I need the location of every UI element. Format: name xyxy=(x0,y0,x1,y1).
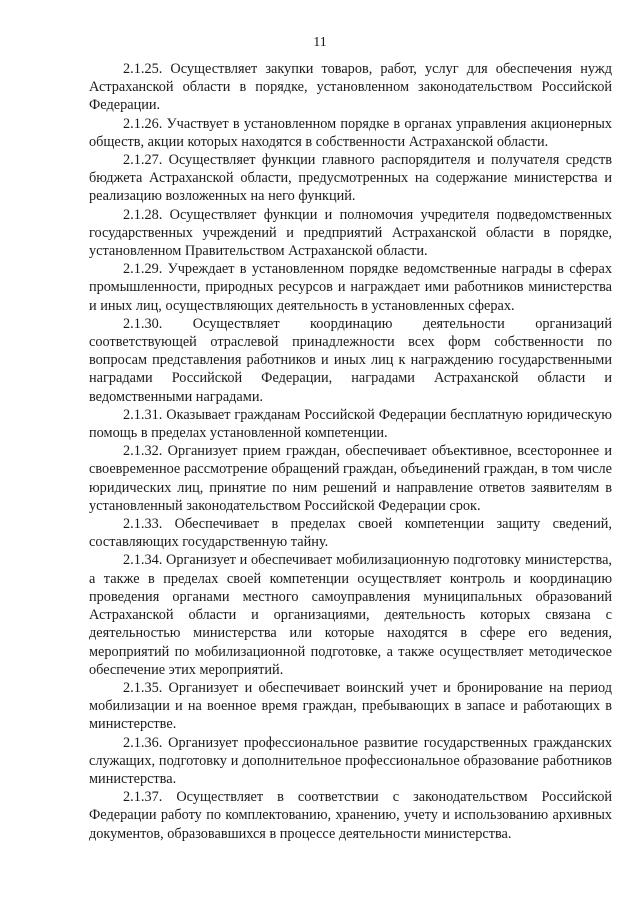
paragraph-2-1-34: 2.1.34. Организует и обеспечивает мобилизационную подготовку министерства, а также в пределах своей компетенции осуществляет контроль и координацию проведения органами местного самоуправления муниципальных образований Астраханской области и организациями, деятельность которых связана с деятельностью министерства или которые находятся в сфере его ведения, мероприятий по мобилизационной подготовке, а также осуществляет методическое обеспечение этих мероприятий. xyxy=(89,552,612,678)
paragraph-2-1-36: 2.1.36. Организует профессиональное развитие государственных гражданских служащих, подготовку и дополнительное профессиональное образование работников министерства. xyxy=(89,734,612,787)
paragraph-2-1-31: 2.1.31. Оказывает гражданам Российской Федерации бесплатную юридическую помощь в пределах установленной компетенции. xyxy=(89,406,612,442)
paragraph-2-1-27: 2.1.27. Осуществляет функции главного распорядителя и получателя средств бюджета Астраханской области, предусмотренных на содержание министерства и реализацию возложенных на него функций. xyxy=(89,152,612,205)
paragraph-2-1-33: 2.1.33. Обеспечивает в пределах своей компетенции защиту сведений, составляющих государственную тайну. xyxy=(89,516,612,551)
paragraph-2-1-25: 2.1.25. Осуществляет закупки товаров, работ, услуг для обеспечения нужд Астраханской области в порядке, установленном законодательством Российской Федерации. xyxy=(89,61,612,114)
paragraph-2-1-37: 2.1.37. Осуществляет в соответствии с законодательством Российской Федерации работу по комплектованию, хранению, учету и использованию архивных документов, образовавшихся в процессе деятельности министерства. xyxy=(89,789,612,842)
document-body xyxy=(89,60,612,843)
paragraph-2-1-32: 2.1.32. Организует прием граждан, обеспечивает объективное, всестороннее и своевременное рассмотрение обращений граждан, объединений граждан, в том числе юридических лиц, принятие по ним решений и направление ответов заявителям в установленный законодательством Российской Федерации срок. xyxy=(89,443,612,514)
page-number: 11 xyxy=(313,35,327,50)
paragraph-2-1-28: 2.1.28. Осуществляет функции и полномочия учредителя подведомственных государственных учреждений и предприятий Астраханской области в порядке, установленном Правительством Астраханской области. xyxy=(89,206,612,260)
paragraph-2-1-26: 2.1.26. Участвует в установленном порядке в органах управления акционерных обществ, акции которых находятся в собственности Астраханской области. xyxy=(89,115,612,150)
paragraph-2-1-35: 2.1.35. Организует и обеспечивает воинский учет и бронирование на период мобилизации и на военное время граждан, пребывающих в запасе и работающих в министерстве. xyxy=(89,679,612,733)
paragraph-2-1-30: 2.1.30. Осуществляет координацию деятельности организаций соответствующей отраслевой принадлежности всех форм собственности по вопросам представления работников и иных лиц к награждению государственными наградами Российской Федерации, наградами Астраханской области и ведомственными наградами. xyxy=(89,315,612,405)
paragraph-2-1-29: 2.1.29. Учреждает в установленном порядке ведомственные награды в сферах промышленности, природных ресурсов и награждает ими работников министерства и иных лиц, осуществляющих деятельность в установленных сферах. xyxy=(89,261,612,314)
